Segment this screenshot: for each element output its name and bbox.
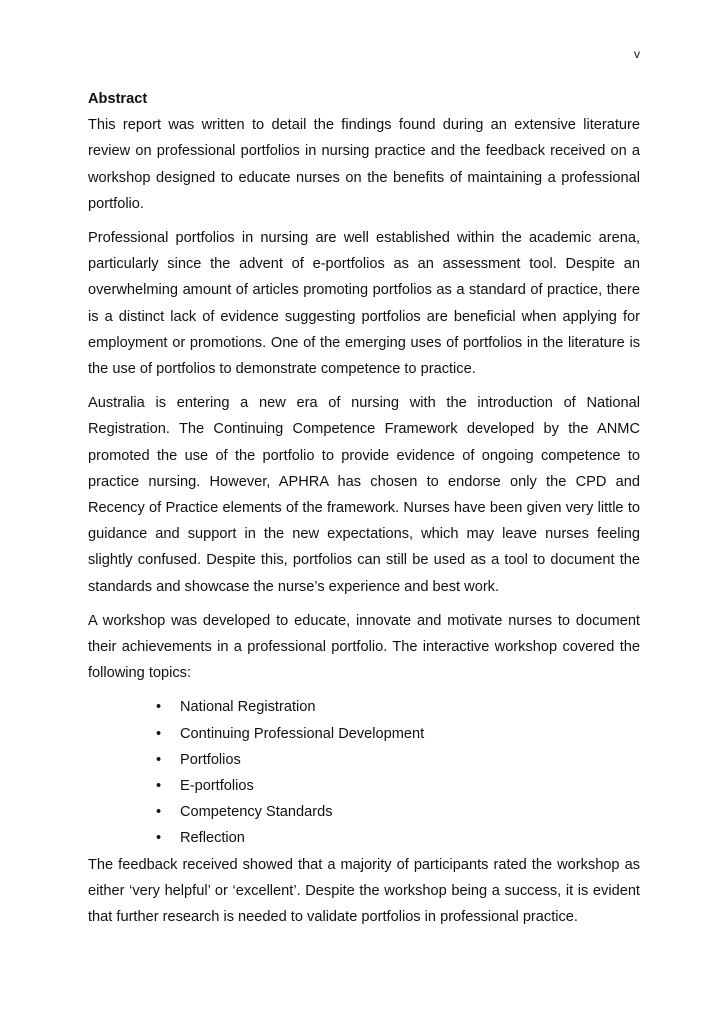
paragraph-portfolios-background: Professional portfolios in nursing are well established within the academic arena, particularly since the advent of e-portfolios as an assessment tool. Despite an overwhelming amount of articles promoting portfolios as a standard of practice, there is a distinct lack of evidence suggesting portfolios are beneficial when applying for employment or promotions. One of the emerging uses of portfolios in the literature is the use of portfolios to demonstrate competence to practice. <box>88 230 640 378</box>
topic-label: Reflection <box>180 830 245 847</box>
list-item <box>156 747 640 773</box>
paragraph-report-purpose: This report was written to detail the findings found during an extensive literature review on professional portfolios in nursing practice and the feedback received on a workshop designed to educate nurses on the benefits of maintaining a professional portfolio. <box>88 117 640 212</box>
topic-label: Competency Standards <box>180 804 333 821</box>
list-item <box>156 825 640 851</box>
list-item <box>156 694 640 720</box>
bullet-icon: • <box>156 725 162 742</box>
list-item <box>156 799 640 825</box>
bullet-icon: • <box>156 699 162 716</box>
document-body <box>88 86 640 938</box>
topic-label: E-portfolios <box>180 778 254 795</box>
workshop-topics-list <box>88 694 640 851</box>
bullet-icon: • <box>156 830 162 847</box>
bullet-icon: • <box>156 804 162 821</box>
bullet-icon: • <box>156 751 162 768</box>
abstract-heading: Abstract <box>88 91 148 107</box>
topic-label: National Registration <box>180 699 316 716</box>
paragraph-feedback-conclusion: The feedback received showed that a majority of participants rated the workshop as either ‘very helpful’ or ‘excellent’. Despite the workshop being a success, it is evident that further research is needed to validate portfolios in professional practice. <box>88 856 640 926</box>
list-item <box>156 721 640 747</box>
paragraph-workshop-intro: A workshop was developed to educate, innovate and motivate nurses to document their achievements in a professional portfolio. The interactive workshop covered the following topics: <box>88 612 640 682</box>
topic-label: Continuing Professional Development <box>180 725 425 742</box>
list-item <box>156 773 640 799</box>
bullet-icon: • <box>156 778 162 795</box>
page-number: v <box>634 47 640 61</box>
topic-label: Portfolios <box>180 751 241 768</box>
paragraph-national-registration: Australia is entering a new era of nursing with the introduction of National Registration. The Continuing Competence Framework developed by the ANMC promoted the use of the portfolio to provide evidence of ongoing competence to practice nursing. However, APHRA has chosen to endorse only the CPD and Recency of Practice elements of the framework. Nurses have been given very little to guidance and support in the new expectations, which may leave nurses feeling slightly confused. Despite this, portfolios can still be used as a tool to document the standards and showcase the nurse’s experience and best work. <box>88 395 640 595</box>
